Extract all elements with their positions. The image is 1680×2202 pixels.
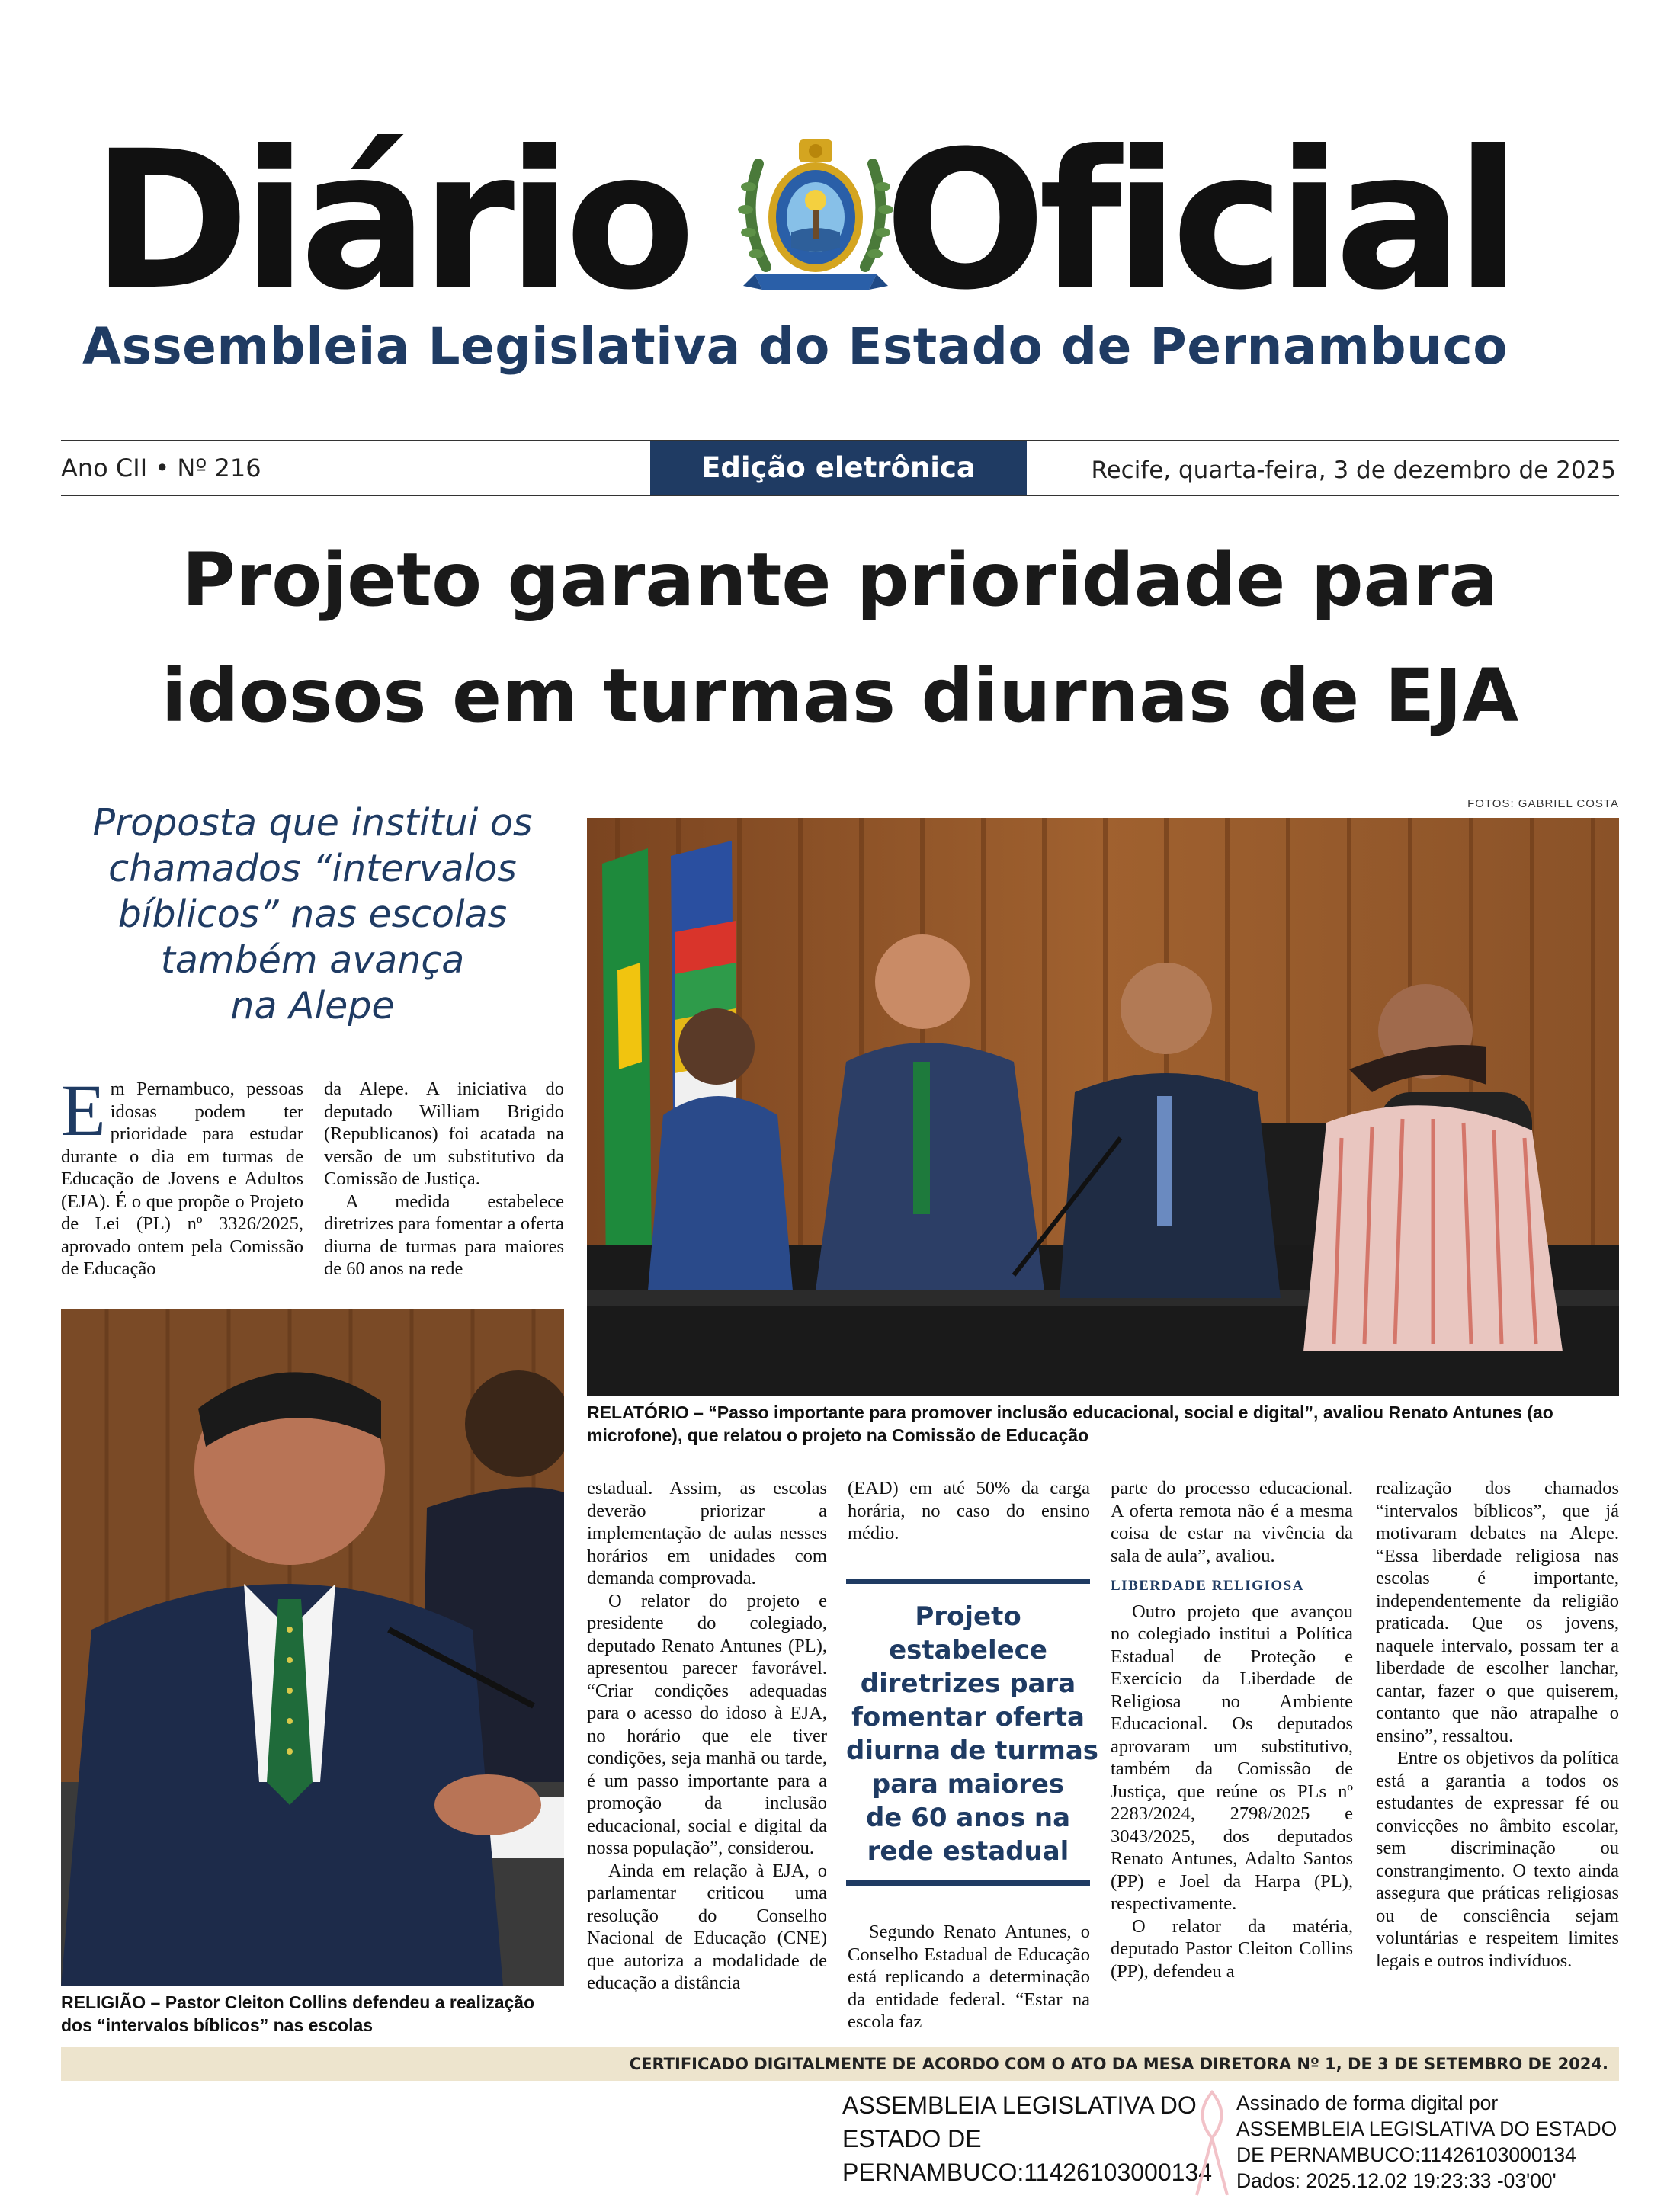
section-subhead: LIBERDADE RELIGIOSA bbox=[1111, 1578, 1304, 1594]
signer-line: ESTADO DE bbox=[842, 2125, 982, 2152]
headline bbox=[61, 522, 1619, 754]
signature-line: ASSEMBLEIA LEGISLATIVA DO ESTADO bbox=[1236, 2117, 1617, 2140]
kicker-line: também avança bbox=[160, 938, 465, 982]
issue-number: Ano CII • Nº 216 bbox=[61, 454, 261, 482]
pull-quote-rule bbox=[846, 1880, 1090, 1886]
signature-line: DE PERNAMBUCO:11426103000134 bbox=[1236, 2143, 1576, 2166]
digital-signer bbox=[842, 2088, 1239, 2189]
signer-line: PERNAMBUCO:11426103000134 bbox=[842, 2159, 1213, 2186]
signer-line: ASSEMBLEIA LEGISLATIVA DO bbox=[842, 2091, 1197, 2119]
kicker bbox=[61, 800, 564, 1029]
edition-badge: Edição eletrônica bbox=[650, 441, 1027, 495]
paragraph: estadual. Assim, as escolas deverão priorizar a implementação de aulas nesses horários em unidades com demanda comprovada. bbox=[587, 1478, 827, 1588]
article-column-1 bbox=[61, 1069, 303, 1280]
headline-line: idosos em turmas diurnas de EJA bbox=[161, 653, 1519, 739]
photo-credit: FOTOS: GABRIEL COSTA bbox=[1467, 797, 1619, 810]
coat-of-arms-icon bbox=[732, 133, 899, 301]
paragraph: Entre os objetivos da política está a garantia a todos os estudantes de expressar fé ou convicções no âmbito escolar, sem discriminação ou constrangimento. O texto ainda assegura que práticas religiosas ou de consciência sejam voluntárias e respeitem limites legais e outros indivíduos. bbox=[1376, 1748, 1619, 1971]
pull-quote-text bbox=[846, 1600, 1099, 1868]
left-photo bbox=[61, 1309, 564, 1986]
main-photo-caption: RELATÓRIO – “Passo importante para promover inclusão educacional, social e digital”, avaliou Renato Antunes (ao microfone), que relatou o projeto na Comissão de Educação bbox=[587, 1402, 1553, 1445]
pull-quote-line: fomentar oferta bbox=[851, 1702, 1085, 1732]
signature-ribbon-icon bbox=[1185, 2085, 1239, 2199]
kicker-line: na Alepe bbox=[230, 984, 395, 1027]
paragraph: O relator da matéria, deputado Pastor Cleiton Collins (PP), defendeu a bbox=[1111, 1915, 1353, 1982]
signature-line: Dados: 2025.12.02 19:23:33 -03'00' bbox=[1236, 2169, 1557, 2192]
pull-quote-line: estabelece bbox=[889, 1635, 1047, 1665]
pull-quote-line: Projeto bbox=[915, 1601, 1021, 1632]
pull-quote bbox=[846, 1579, 1099, 1886]
paragraph: O relator do projeto e presidente do colegiado, deputado Renato Antunes (PL), apresentou parecer favorável. “Criar condições adequadas para o acesso do idoso à EJA, no horário que ele tiver condições, seja manhã ou tarde, é um passo importante para a promoção da inclusão educacional, social e digital da nossa população”, considerou. bbox=[587, 1590, 827, 1858]
paragraph: A medida estabelece diretrizes para fomentar a oferta diurna de turmas para maiores de 60 anos na rede bbox=[324, 1191, 564, 1279]
paragraph-text: m Pernambuco, pessoas idosas podem ter prioridade para estudar durante o dia em turmas de Educação de Jovens e Adultos (EJA). É o que propõe o Projeto de Lei (PL) nº 3326/2025, aprovado ontem pela Comissão de Educação bbox=[61, 1079, 303, 1279]
digital-signature-details bbox=[1236, 2090, 1663, 2194]
kicker-line: chamados “intervalos bbox=[108, 847, 517, 890]
paragraph: Segundo Renato Antunes, o Conselho Estadual de Educação está replicando a determinação da entidade federal. “Estar na escola faz bbox=[848, 1922, 1090, 2032]
dropcap: E bbox=[61, 1069, 106, 1151]
article-column-6 bbox=[1376, 1477, 1619, 1972]
pull-quote-line: diretrizes para bbox=[860, 1668, 1076, 1699]
kicker-line: bíblicos” nas escolas bbox=[117, 893, 508, 936]
masthead-subtitle: Assembleia Legislativa do Estado de Pernambuco bbox=[82, 317, 1508, 376]
paragraph: da Alepe. A iniciativa do deputado William Brigido (Republicanos) foi acatada na versão de um substitutivo da Comissão de Justiça. bbox=[324, 1079, 564, 1189]
certification-text: CERTIFICADO DIGITALMENTE DE ACORDO COM O ATO DA MESA DIRETORA Nº 1, DE 3 DE SETEMBRO DE 2024. bbox=[629, 2055, 1608, 2073]
paragraph: realização dos chamados “intervalos bíblicos”, que já motivaram debates na Alepe. “Essa liberdade religiosa nas escolas é importante, independentemente da religião praticada. Que os jovens, naquele intervalo, possam ter a liberdade de escolher lanchar, cantar, fazer o que quiserem, contanto que não atrapalhe o ensino”, ressaltou. bbox=[1376, 1478, 1619, 1746]
main-photo bbox=[587, 818, 1619, 1396]
article-column-3 bbox=[587, 1477, 827, 1995]
paragraph bbox=[61, 1069, 303, 1280]
article-column-4b bbox=[848, 1921, 1090, 2034]
kicker-line: Proposta que institui os bbox=[92, 801, 533, 845]
dateline: Recife, quarta-feira, 3 de dezembro de 2025 bbox=[1091, 457, 1616, 484]
paragraph: parte do processo educacional. A oferta remota não é a mesma coisa de estar na vivência da sala de aula”, avaliou. bbox=[1111, 1478, 1353, 1566]
masthead-title-left: Diário bbox=[91, 110, 688, 332]
pull-quote-line: para maiores bbox=[871, 1769, 1065, 1800]
headline-line: Projeto garante prioridade para bbox=[181, 537, 1499, 623]
pull-quote-rule bbox=[846, 1579, 1090, 1584]
paragraph: Outro projeto que avançou no colegiado institui a Política Estadual de Proteção e Exercício da Liberdade de Religiosa no Ambiente Educacional. Os deputados aprovaram um substitutivo, também da Comissão de Justiça, que reúne os PLs nº 2283/2024, 2798/2025 e 3043/2025, dos deputados Renato Antunes, Adalto Santos (PP) e Joel da Harpa (PL), respectivamente. bbox=[1111, 1601, 1353, 1914]
paragraph: (EAD) em até 50% da carga horária, no caso do ensino médio. bbox=[848, 1478, 1090, 1543]
paragraph: Ainda em relação à EJA, o parlamentar criticou uma resolução do Conselho Nacional de Educação (CNE) que autoriza a modalidade de educação a distância bbox=[587, 1860, 827, 1993]
article-column-5 bbox=[1111, 1477, 1353, 1982]
article-column-2 bbox=[324, 1078, 564, 1280]
signature-line: Assinado de forma digital por bbox=[1236, 2091, 1499, 2114]
left-photo-caption: RELIGIÃO – Pastor Cleiton Collins defendeu a realização dos “intervalos bíblicos” nas escolas bbox=[61, 1992, 535, 2035]
masthead-title-right: Oficial bbox=[884, 110, 1514, 332]
article-column-4a bbox=[848, 1477, 1090, 1545]
pull-quote-line: rede estadual bbox=[867, 1836, 1069, 1867]
pull-quote-line: de 60 anos na bbox=[865, 1803, 1071, 1833]
pull-quote-line: diurna de turmas bbox=[846, 1736, 1099, 1766]
